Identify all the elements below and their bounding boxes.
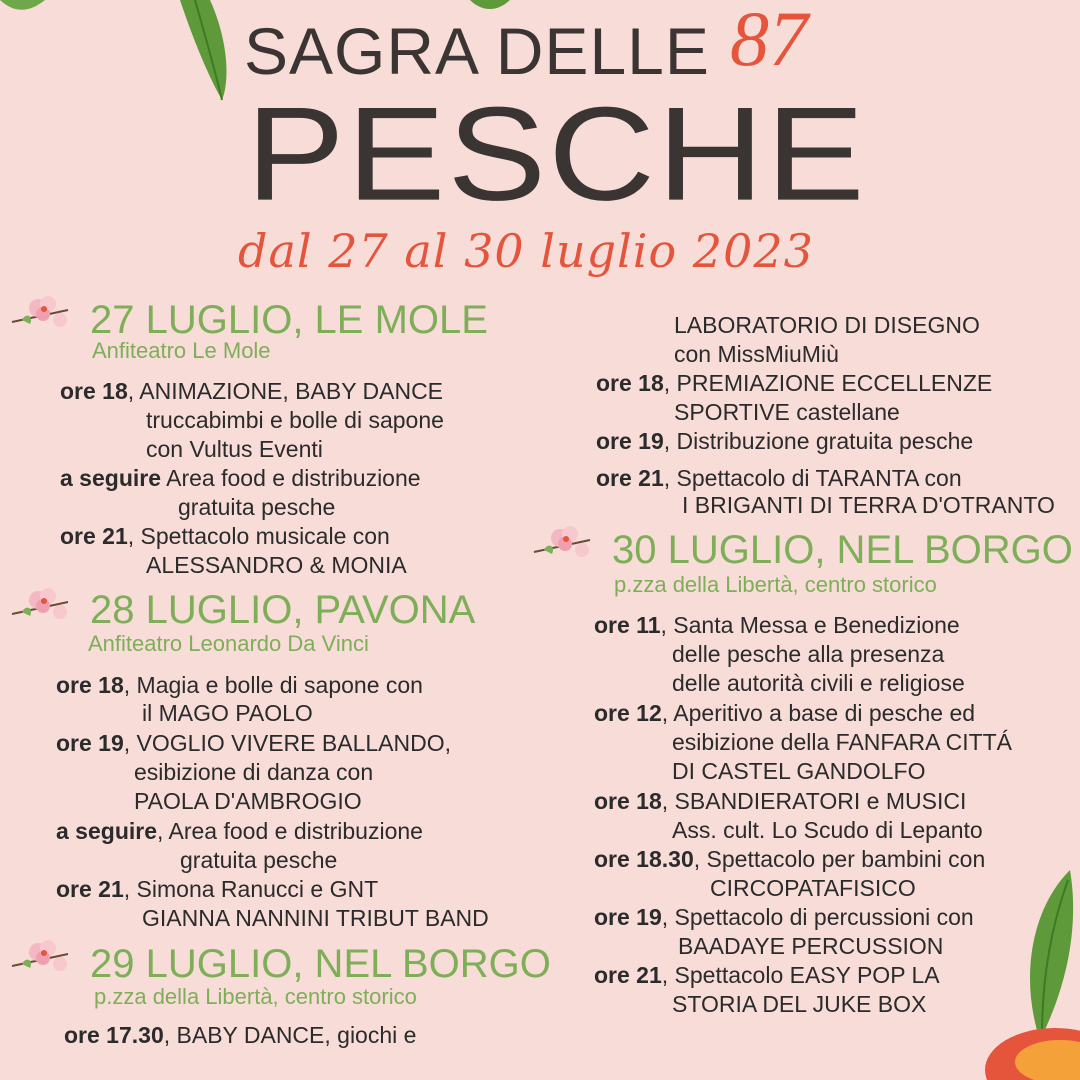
schedule-line: CIRCOPATAFISICO	[710, 875, 916, 901]
schedule-line: LABORATORIO DI DISEGNO	[674, 312, 980, 338]
peach-icon	[960, 870, 1080, 1080]
schedule-line: ore 21, Simona Ranucci e GNT	[56, 876, 379, 902]
day-title-29: 29 LUGLIO, NEL BORGO	[90, 942, 551, 986]
day-venue-29: p.zza della Libertà, centro storico	[94, 984, 417, 1009]
schedule-line: gratuita pesche	[180, 847, 338, 873]
schedule-line: GIANNA NANNINI TRIBUT BAND	[142, 905, 489, 931]
schedule-line: ore 18, Magia e bolle di sapone con	[56, 672, 423, 698]
schedule-line: ore 12, Aperitivo a base di pesche ed	[594, 700, 976, 726]
schedule-line: ore 18, ANIMAZIONE, BABY DANCE	[60, 378, 444, 404]
schedule-line: ore 18, SBANDIERATORI e MUSICI	[594, 788, 967, 814]
schedule-line: a seguire Area food e distribuzione	[60, 465, 421, 491]
schedule-line: ore 18, PREMIAZIONE ECCELLENZE	[596, 370, 993, 396]
schedule-line: ore 17.30, BABY DANCE, giochi e	[64, 1022, 417, 1048]
day-title-30: 30 LUGLIO, NEL BORGO	[612, 528, 1073, 572]
schedule-line: ore 19, Distribuzione gratuita pesche	[596, 428, 974, 454]
edition-number: 87	[730, 0, 808, 82]
peach-blossom-icon	[8, 936, 80, 982]
event-dates: dal 27 al 30 luglio 2023	[238, 224, 814, 278]
schedule-line: esibizione di danza con	[134, 759, 374, 785]
schedule-line: ALESSANDRO & MONIA	[146, 552, 407, 578]
schedule-line: ore 21, Spettacolo musicale con	[60, 523, 390, 549]
schedule-line: ore 19, Spettacolo di percussioni con	[594, 904, 974, 930]
schedule-line: a seguire, Area food e distribuzione	[56, 818, 423, 844]
peach-blossom-icon	[8, 292, 80, 338]
schedule-line: Ass. cult. Lo Scudo di Lepanto	[672, 817, 983, 843]
title-sagra-delle: SAGRA DELLE	[244, 14, 710, 88]
day-venue-28: Anfiteatro Leonardo Da Vinci	[88, 631, 369, 656]
schedule-line: delle autorità civili e religiose	[672, 670, 965, 696]
day-venue-30: p.zza della Libertà, centro storico	[614, 572, 937, 597]
schedule-line: con MissMiuMiù	[674, 341, 839, 367]
day-title-27: 27 LUGLIO, LE MOLE	[90, 298, 488, 342]
schedule-line: esibizione della FANFARA CITTÁ	[672, 729, 1013, 755]
schedule-line: ore 21, Spettacolo di TARANTA con	[596, 465, 962, 491]
schedule-line: ore 11, Santa Messa e Benedizione	[594, 612, 960, 638]
schedule-line: I BRIGANTI DI TERRA D'OTRANTO	[682, 492, 1055, 518]
day-title-28: 28 LUGLIO, PAVONA	[90, 588, 476, 632]
schedule-line: ore 19, VOGLIO VIVERE BALLANDO,	[56, 730, 451, 756]
schedule-line: delle pesche alla presenza	[672, 641, 945, 667]
schedule-line: il MAGO PAOLO	[142, 700, 313, 726]
schedule-line: PAOLA D'AMBROGIO	[134, 788, 362, 814]
schedule-line: BAADAYE PERCUSSION	[678, 933, 944, 959]
page-title: PESCHE	[246, 79, 867, 229]
leaf-icon	[0, 0, 50, 20]
peach-blossom-icon	[530, 522, 602, 568]
schedule-line: con Vultus Eventi	[146, 436, 323, 462]
schedule-line: ore 21, Spettacolo EASY POP LA	[594, 962, 940, 988]
schedule-line: DI CASTEL GANDOLFO	[672, 758, 926, 784]
schedule-line: truccabimbi e bolle di sapone	[146, 407, 444, 433]
day-venue-27: Anfiteatro Le Mole	[92, 338, 271, 363]
schedule-line: SPORTIVE castellane	[674, 399, 900, 425]
schedule-line: gratuita pesche	[178, 494, 336, 520]
schedule-line: STORIA DEL JUKE BOX	[672, 991, 927, 1017]
schedule-line: ore 18.30, Spettacolo per bambini con	[594, 846, 986, 872]
peach-blossom-icon	[8, 584, 80, 630]
